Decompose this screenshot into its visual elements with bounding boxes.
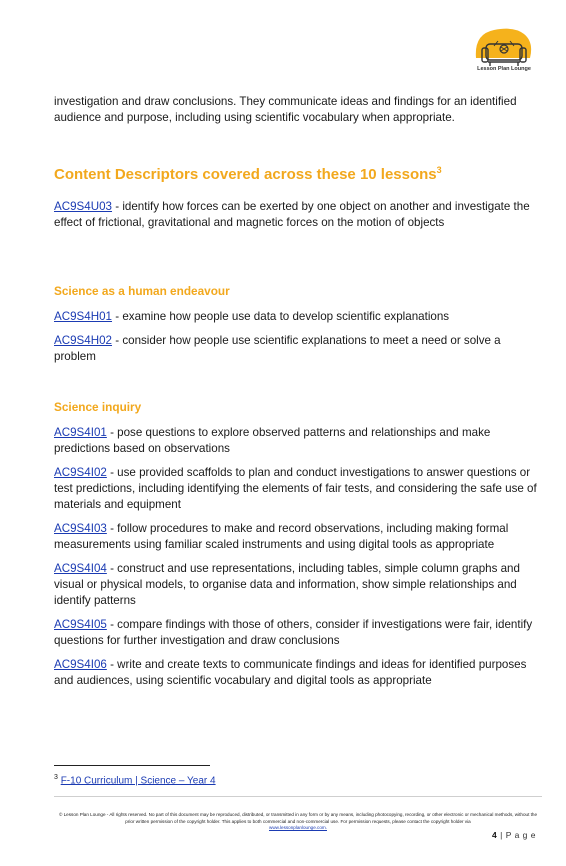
heading-footnote-mark: 3 [436, 165, 442, 175]
footnote-link[interactable]: F-10 Curriculum | Science – Year 4 [60, 775, 216, 787]
descriptor-link[interactable]: AC9S4I03 [54, 522, 107, 535]
copyright-notice [54, 812, 542, 832]
descriptor-text: - consider how people use scientific explanations to meet a need or solve a problem [54, 334, 501, 363]
descriptor-item [54, 333, 542, 365]
descriptor-item [54, 309, 542, 325]
descriptor-text: - use provided scaffolds to plan and conduct investigations to answer questions or test predictions, including identifying the elements of fair tests, and considering the safe use of materials and equipment [54, 466, 537, 511]
descriptor-link[interactable]: AC9S4H02 [54, 334, 113, 347]
descriptor-item [54, 521, 542, 553]
page-separator: | [500, 830, 503, 840]
descriptor-item [54, 425, 542, 457]
descriptor-item [54, 199, 542, 231]
descriptor-link[interactable]: AC9S4I02 [54, 466, 107, 479]
descriptor-link[interactable]: AC9S4U03 [54, 200, 113, 213]
descriptor-item [54, 561, 542, 609]
descriptor-link[interactable]: AC9S4I06 [54, 658, 107, 671]
descriptor-text: - compare findings with those of others, consider if investigations were fair, identify questions for further investigation and draw conclusions [54, 618, 533, 647]
page-number-value: 4 [492, 830, 498, 840]
descriptor-link[interactable]: AC9S4I01 [54, 426, 107, 439]
descriptor-text: - write and create texts to communicate findings and ideas for identified purposes and audiences, using scientific vocabulary and digital tools as appropriate [54, 658, 527, 687]
intro-paragraph: investigation and draw conclusions. They communicate ideas and findings for an identified audience and purpose, including using scientific vocabulary when appropriate. [54, 95, 517, 124]
science-inquiry-heading: Science inquiry [54, 400, 142, 414]
descriptor-text: - identify how forces can be exerted by one object on another and investigate the effect of frictional, gravitational and magnetic forces on the motion of objects [54, 200, 530, 229]
descriptor-link[interactable]: AC9S4I05 [54, 618, 107, 631]
page-content [54, 94, 542, 697]
descriptor-text: - construct and use representations, including tables, simple column graphs and visual or physical models, to organise data and information, show simple relationships and identify patterns [54, 562, 520, 607]
human-endeavour-heading: Science as a human endeavour [54, 284, 230, 298]
descriptor-item [54, 465, 542, 513]
copyright-text: © Lesson Plan Lounge - All rights reserved. No part of this document may be reproduced, distributed, or transmitted in any form or by any means, including photocopying, recording, or other electronic or mechanical methods, without the prior written permission of the copyright holder. This applies to both commercial and non-commercial use. For permission requests, please contact the copyright holder via [58, 812, 538, 824]
footnote [54, 771, 216, 788]
content-descriptors-heading [54, 160, 542, 185]
descriptor-text: - examine how people use data to develop scientific explanations [112, 310, 450, 323]
page-number [492, 830, 536, 840]
copyright-link[interactable]: www.lessonplanlounge.com. [269, 825, 327, 830]
heading-text: Content Descriptors covered across these 10 lessons [54, 166, 437, 183]
footer-divider [54, 796, 542, 797]
footnote-mark: 3 [54, 774, 58, 781]
logo-text: Lesson Plan Lounge [477, 66, 531, 72]
descriptor-item [54, 617, 542, 649]
descriptor-link[interactable]: AC9S4H01 [54, 310, 113, 323]
footnote-divider [54, 765, 210, 766]
descriptor-link[interactable]: AC9S4I04 [54, 562, 107, 575]
descriptor-text: - pose questions to explore observed patterns and relationships and make predictions based on observations [54, 426, 491, 455]
page-label: P a g e [505, 830, 536, 840]
descriptor-text: - follow procedures to make and record observations, including making formal measurements using familiar scaled instruments and using digital tools as appropriate [54, 522, 509, 551]
descriptor-item [54, 657, 542, 689]
